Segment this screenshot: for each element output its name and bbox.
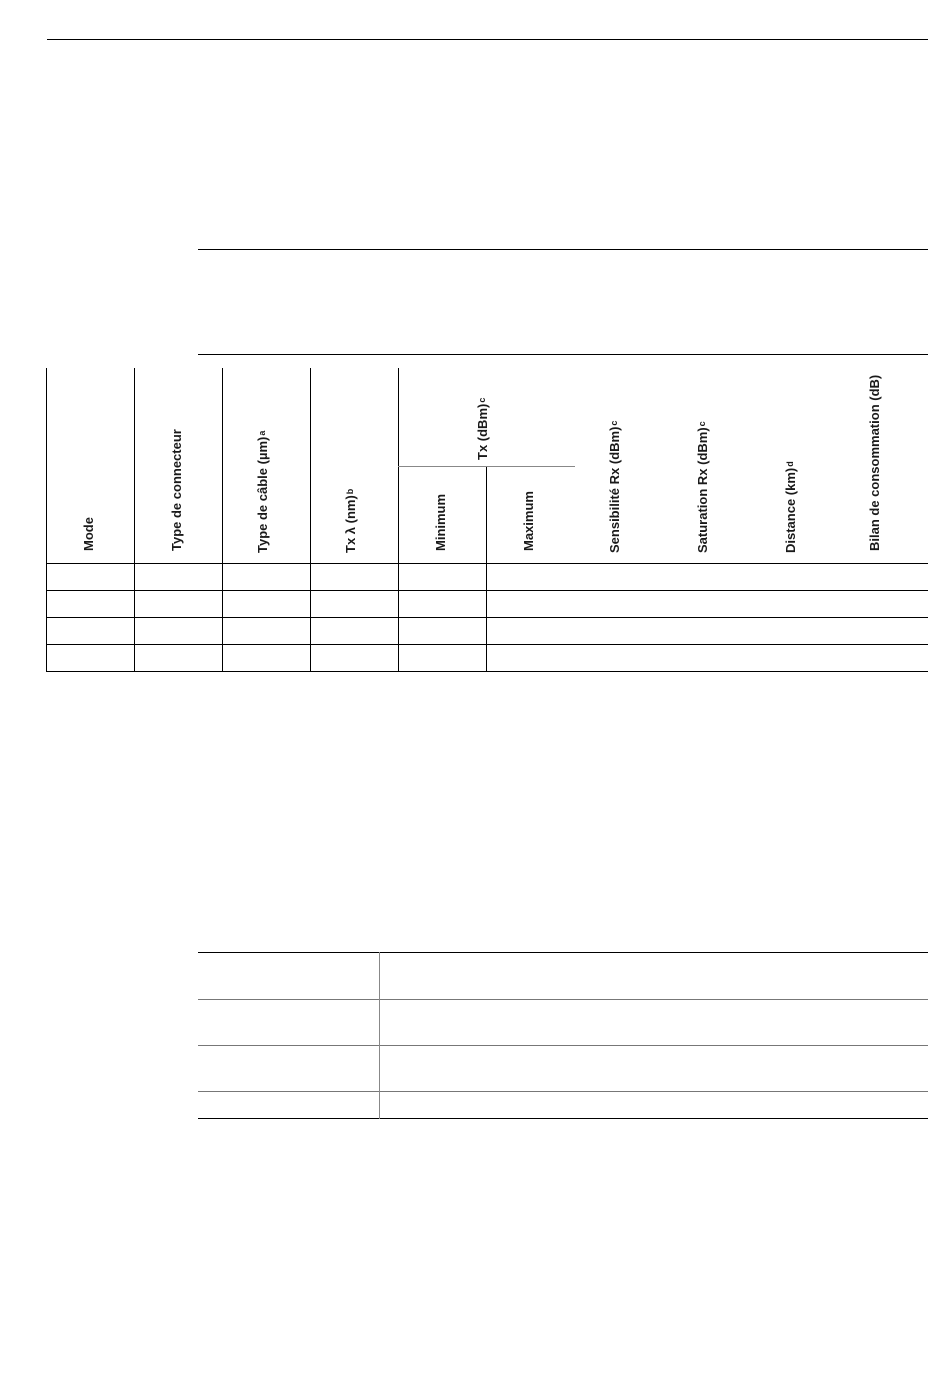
header-rx-sensitivity: Sensibilité Rx (dBm)$^c$ bbox=[607, 420, 622, 553]
lower-table bbox=[198, 952, 928, 1120]
section-rule-bottom bbox=[198, 354, 928, 355]
lower-table-top bbox=[198, 952, 928, 953]
footnote-d: d bbox=[785, 461, 795, 467]
col-sep-4 bbox=[398, 368, 399, 672]
lower-col-sep bbox=[379, 952, 380, 1119]
footnote-a: a bbox=[257, 430, 267, 436]
tx-subheader-rule bbox=[398, 466, 575, 467]
footnote-c-sens: c bbox=[609, 420, 619, 426]
header-cable-type: Type de câble $(\mu m)^a$ bbox=[255, 430, 270, 553]
section-rule-top bbox=[198, 249, 928, 250]
table-border-left bbox=[46, 368, 47, 672]
col-sep-3 bbox=[310, 368, 311, 672]
footnote-c-tx: c bbox=[477, 397, 487, 403]
header-tx-wavelength: Tx λ (nm)$^b$ bbox=[343, 488, 358, 553]
header-rx-saturation: Saturation Rx (dBm)$^c$ bbox=[695, 421, 710, 553]
footnote-b: b bbox=[345, 488, 355, 495]
fiber-spec-table bbox=[46, 368, 928, 672]
footnote-c-sat: c bbox=[697, 421, 707, 427]
header-maximum: Maximum bbox=[521, 491, 536, 551]
lower-table-bottom bbox=[198, 1118, 928, 1119]
table-border-bottom bbox=[46, 671, 928, 672]
header-distance: Distance (km)$^d$ bbox=[783, 461, 798, 553]
header-connector-type: Type de connecteur bbox=[169, 429, 184, 551]
header-bottom-border bbox=[46, 563, 928, 564]
header-power-budget: Bilan de consommation (dB) bbox=[867, 374, 882, 551]
header-minimum: Minimum bbox=[433, 493, 448, 551]
header-tx-dbm: Tx (dBm)$^c$ bbox=[475, 397, 490, 460]
header-mode: Mode bbox=[81, 517, 96, 551]
lower-row-border-3 bbox=[198, 1091, 928, 1092]
row-border-2 bbox=[46, 617, 928, 618]
col-sep-2 bbox=[222, 368, 223, 672]
header-rule bbox=[47, 39, 928, 40]
lower-row-border-2 bbox=[198, 1045, 928, 1046]
col-sep-5 bbox=[486, 466, 487, 672]
lower-row-border-1 bbox=[198, 999, 928, 1000]
col-sep-1 bbox=[134, 368, 135, 672]
row-border-3 bbox=[46, 644, 928, 645]
row-border-1 bbox=[46, 590, 928, 591]
